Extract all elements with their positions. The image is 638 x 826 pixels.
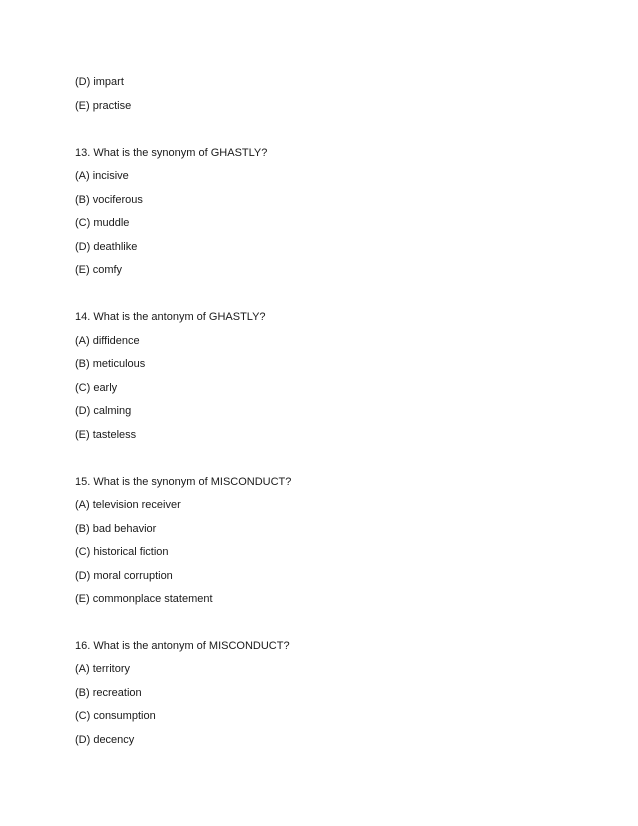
option-line: (C) early [75, 382, 118, 394]
option-line: (B) bad behavior [75, 523, 157, 535]
option-line: (D) deathlike [75, 241, 138, 253]
option-line: (D) decency [75, 734, 135, 746]
option-line: (D) calming [75, 405, 132, 417]
option-line: (E) comfy [75, 264, 123, 276]
option-line: (E) commonplace statement [75, 593, 213, 605]
option-line: (A) incisive [75, 170, 129, 182]
option-line: (C) historical fiction [75, 546, 169, 558]
option-line: (A) territory [75, 663, 130, 675]
option-line: (C) muddle [75, 217, 130, 229]
option-line: (D) impart [75, 76, 124, 88]
option-line: (B) meticulous [75, 358, 146, 370]
option-line: (B) vociferous [75, 194, 143, 206]
option-line: (E) tasteless [75, 429, 137, 441]
question-line: 16. What is the antonym of MISCONDUCT? [75, 640, 290, 652]
question-line: 14. What is the antonym of GHASTLY? [75, 311, 266, 323]
question-line: 15. What is the synonym of MISCONDUCT? [75, 476, 292, 488]
option-line: (C) consumption [75, 710, 156, 722]
option-line: (D) moral corruption [75, 570, 173, 582]
option-line: (A) television receiver [75, 499, 181, 511]
question-line: 13. What is the synonym of GHASTLY? [75, 147, 268, 159]
option-line: (E) practise [75, 100, 132, 112]
option-line: (A) diffidence [75, 335, 140, 347]
option-line: (B) recreation [75, 687, 142, 699]
